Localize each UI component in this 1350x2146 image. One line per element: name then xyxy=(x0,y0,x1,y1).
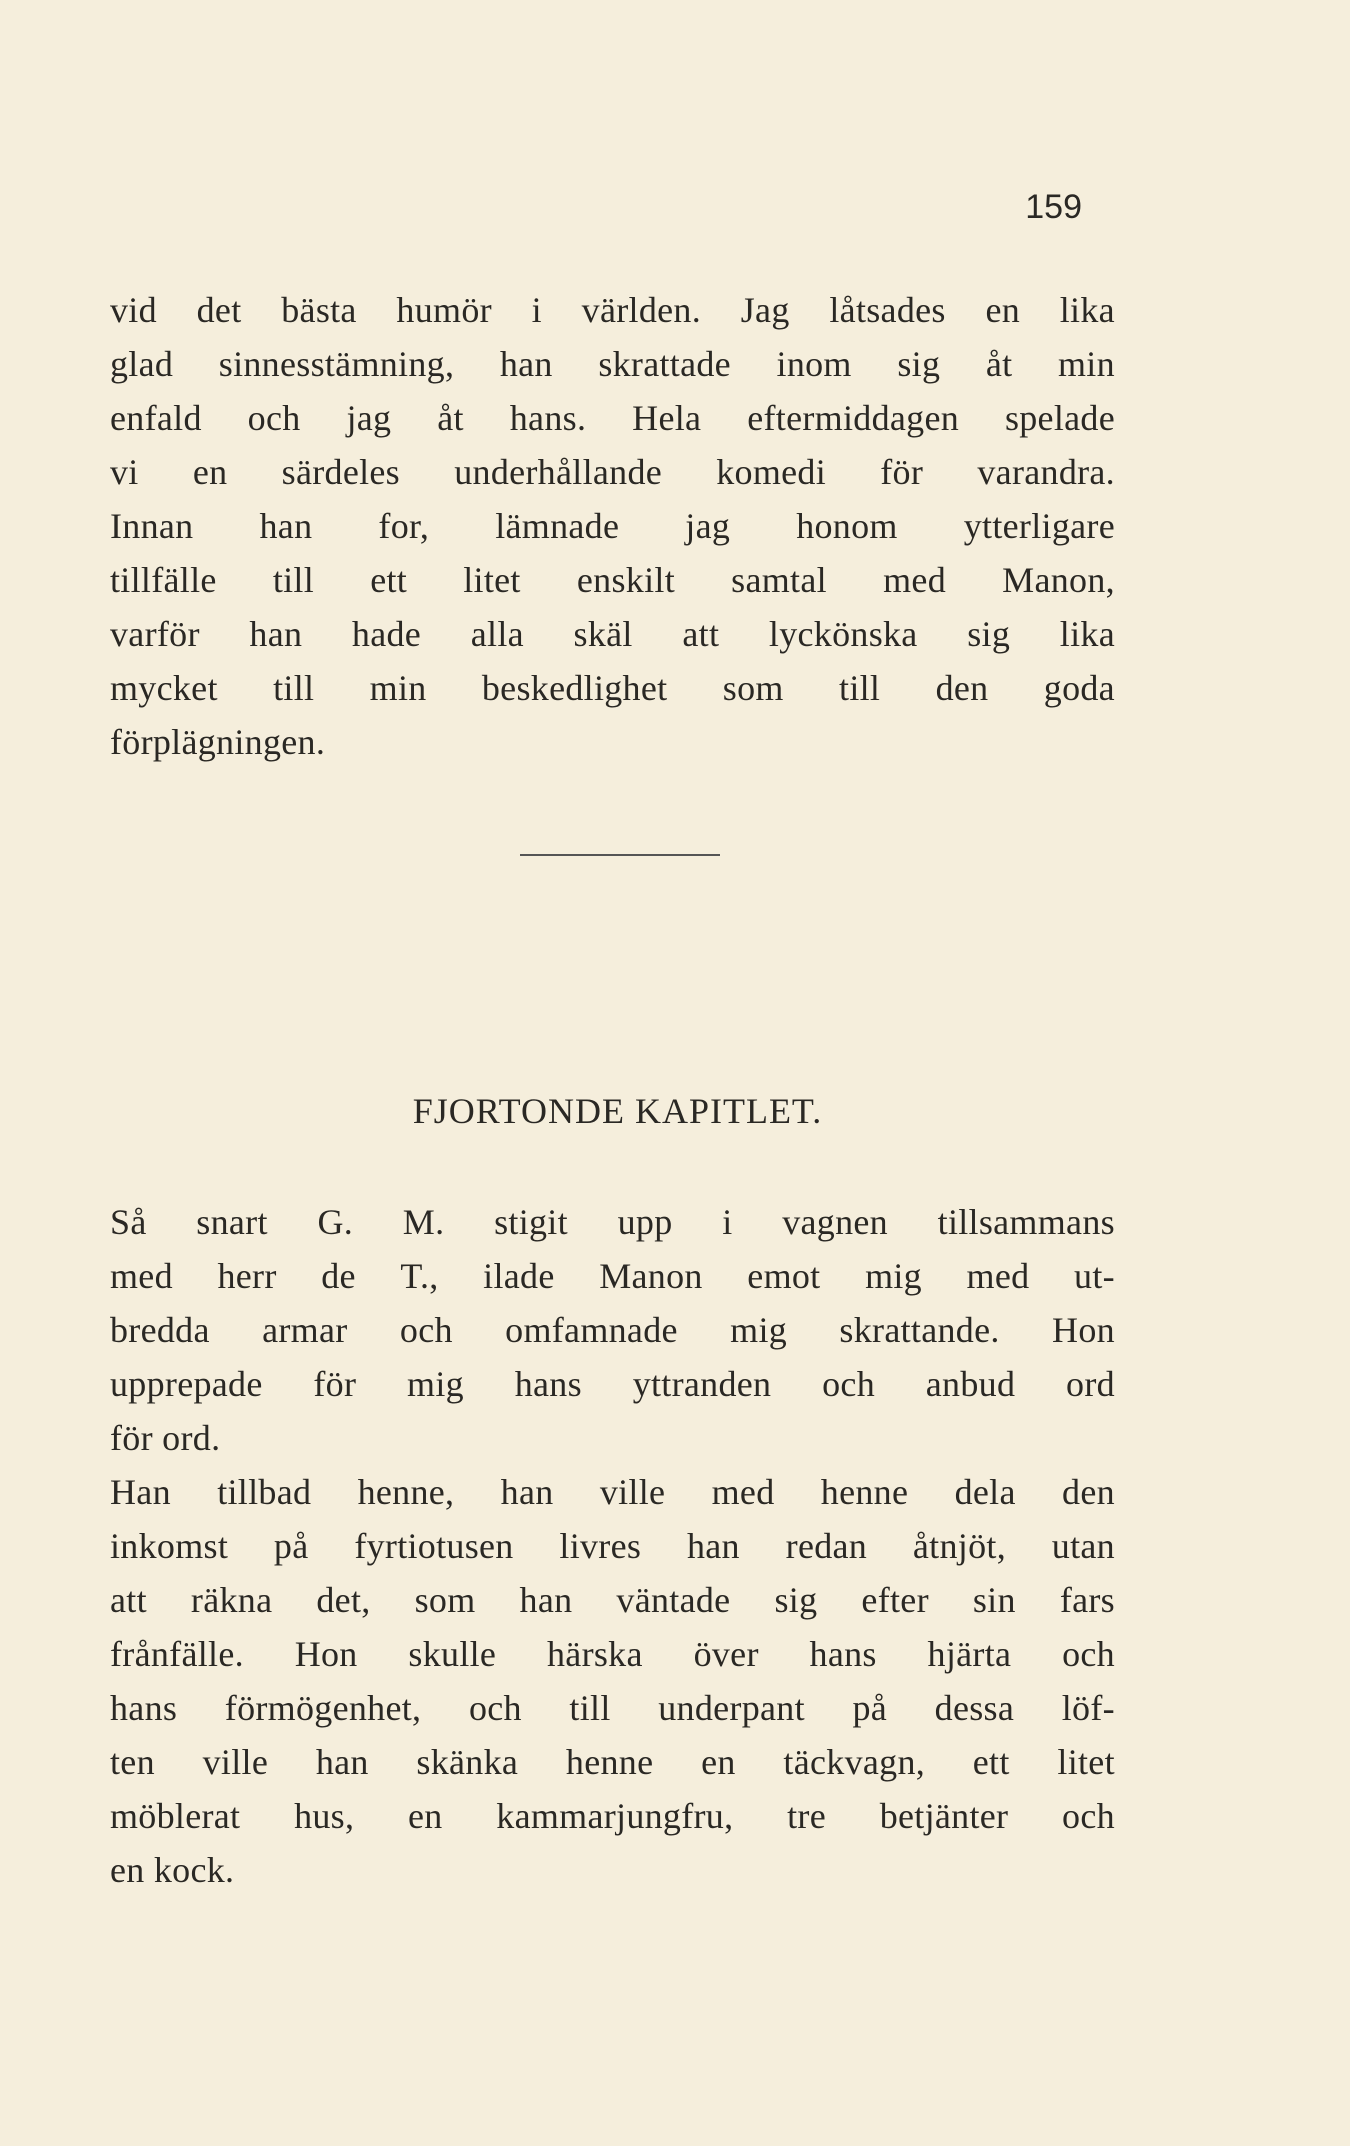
text-line: bredda armar och omfamnade mig skrattande. Hon xyxy=(110,1310,1115,1350)
text-line: med herr de T., ilade Manon emot mig med ut- xyxy=(110,1256,1115,1296)
text-line: möblerat hus, en kammarjungfru, tre betjänter och xyxy=(110,1796,1115,1836)
text-line: Så snart G. M. stigit upp i vagnen tillsammans xyxy=(110,1202,1115,1242)
text-line: upprepade för mig hans yttranden och anbud ord xyxy=(110,1364,1115,1404)
text-line: mycket till min beskedlighet som till den goda xyxy=(110,668,1115,708)
text-line: tillfälle till ett litet enskilt samtal med Manon, xyxy=(110,560,1115,600)
section-divider xyxy=(520,854,720,856)
chapter-title: FJORTONDE KAPITLET. xyxy=(412,1091,823,1131)
text-line: glad sinnesstämning, han skrattade inom sig åt min xyxy=(110,344,1115,384)
text-line: ten ville han skänka henne en täckvagn, ett litet xyxy=(110,1742,1115,1782)
text-line: vid det bästa humör i världen. Jag låtsades en lika xyxy=(110,290,1115,330)
paragraph-3 xyxy=(110,1465,1115,1897)
text-line: vi en särdeles underhållande komedi för varandra. xyxy=(110,452,1115,492)
text-line: för ord. xyxy=(110,1418,221,1458)
text-line: Innan han for, lämnade jag honom ytterligare xyxy=(110,506,1115,546)
paragraph-2 xyxy=(110,1195,1115,1465)
text-line: Han tillbad henne, han ville med henne dela den xyxy=(110,1472,1115,1512)
page-number: 159 xyxy=(1025,188,1082,226)
text-line: en kock. xyxy=(110,1850,235,1890)
text-line: varför han hade alla skäl att lyckönska sig lika xyxy=(110,614,1115,654)
text-line: enfald och jag åt hans. Hela eftermiddagen spelade xyxy=(110,398,1115,438)
text-line: inkomst på fyrtiotusen livres han redan åtnjöt, utan xyxy=(110,1526,1115,1566)
paragraph-1 xyxy=(110,283,1115,769)
text-line: hans förmögenhet, och till underpant på dessa löf- xyxy=(110,1688,1115,1728)
text-line: att räkna det, som han väntade sig efter sin fars xyxy=(110,1580,1115,1620)
text-line: förplägningen. xyxy=(110,722,326,762)
text-line: frånfälle. Hon skulle härska över hans hjärta och xyxy=(110,1634,1115,1674)
